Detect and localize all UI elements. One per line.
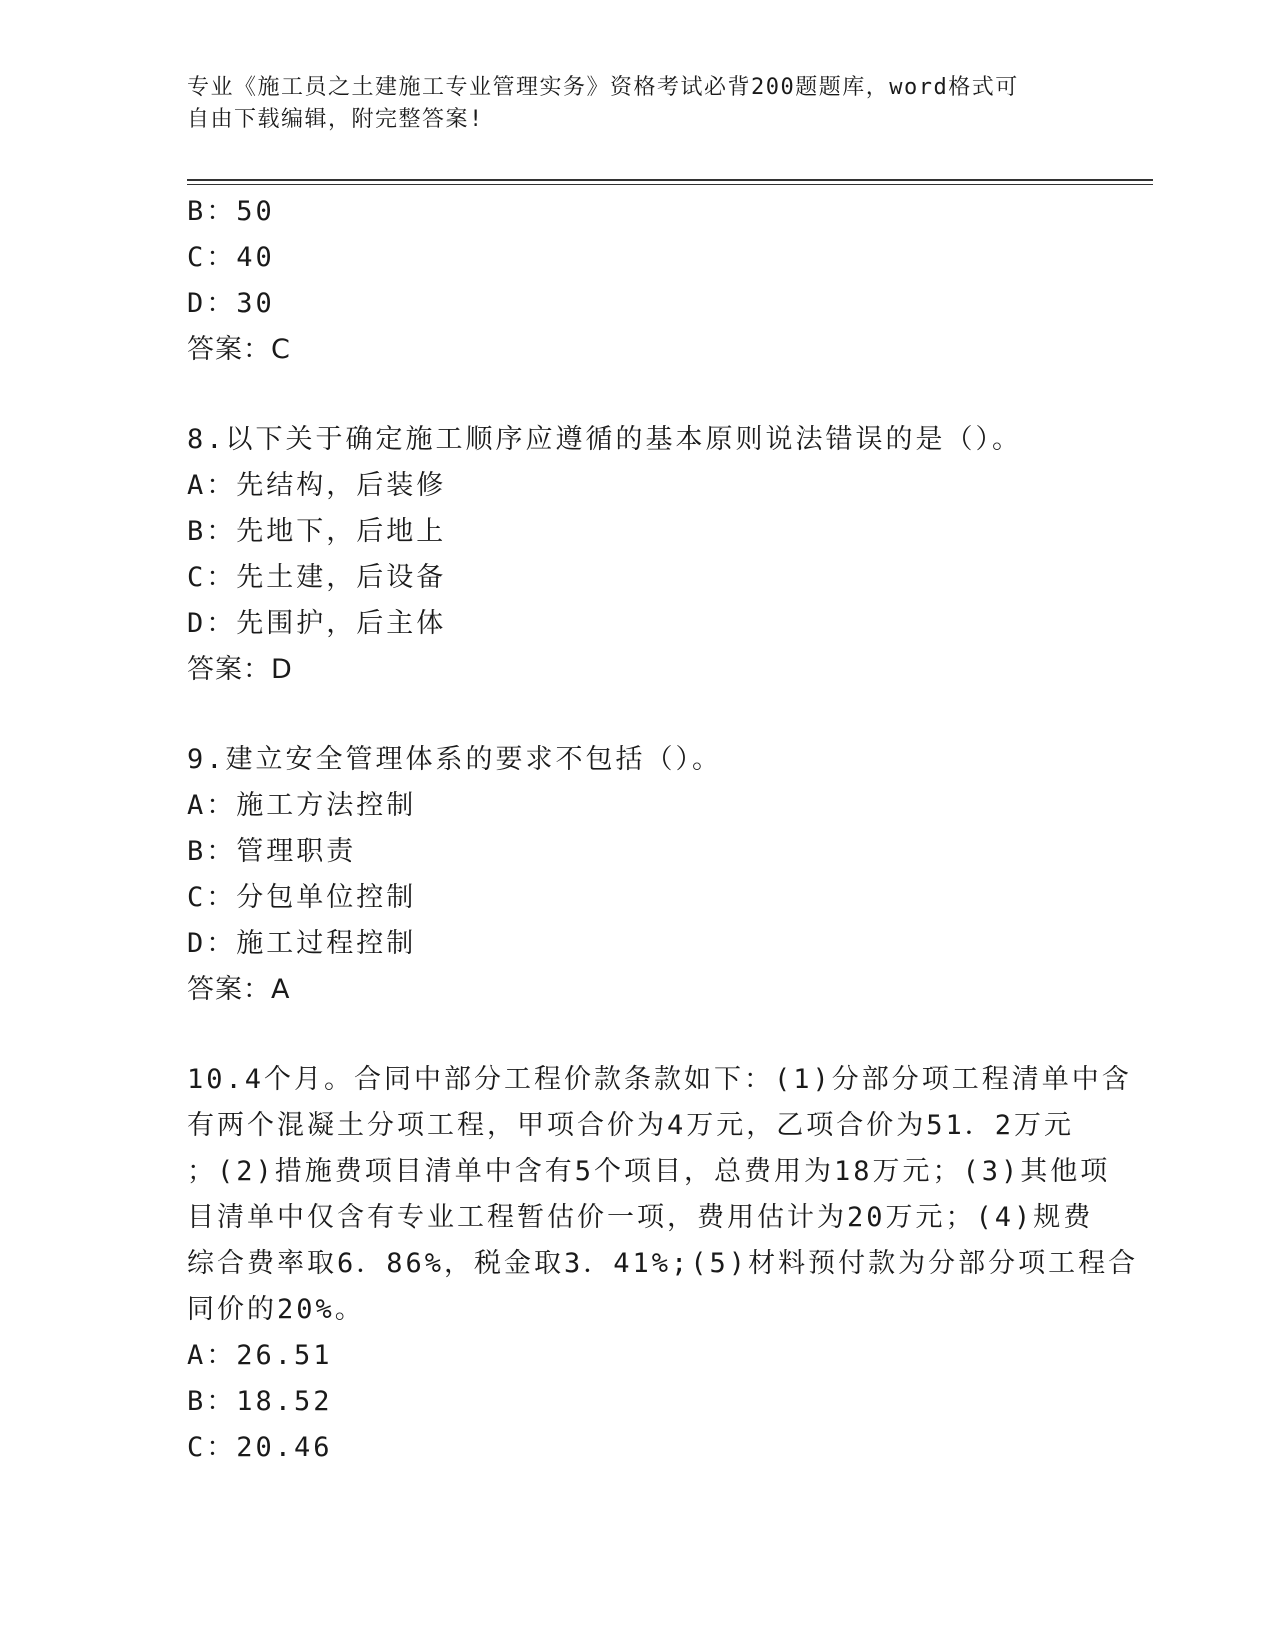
- option-d: D：先围护，后主体: [187, 608, 447, 639]
- option-a: A：26.51: [187, 1340, 333, 1371]
- option-c: C：分包单位控制: [187, 882, 417, 913]
- answer: 答案：D: [187, 654, 293, 685]
- question-text: 9.建立安全管理体系的要求不包括（）。: [187, 744, 723, 775]
- spacer: [187, 373, 1087, 417]
- spacer: [187, 1013, 1087, 1057]
- question-text-line: 综合费率取6．86%，税金取3．41%;(5)材料预付款为分部分项工程合: [187, 1248, 1139, 1279]
- option-b: B：50: [187, 196, 275, 227]
- option-d: D：施工过程控制: [187, 928, 417, 959]
- question-text-line: 同价的20%。: [187, 1294, 365, 1325]
- answer: 答案：A: [187, 974, 291, 1005]
- spacer: [187, 693, 1087, 737]
- header-rule: [187, 179, 1153, 181]
- question-7-tail: [187, 189, 1087, 373]
- question-text-line: 10.4个月。合同中部分工程价款条款如下：(1)分部分项工程清单中含: [187, 1064, 1132, 1095]
- question-8: [187, 417, 1087, 693]
- option-a: A：先结构，后装修: [187, 470, 447, 501]
- document-header: [187, 72, 1087, 136]
- question-text: 8.以下关于确定施工顺序应遵循的基本原则说法错误的是（）。: [187, 424, 1023, 455]
- question-9: [187, 737, 1087, 1013]
- option-c: C：40: [187, 242, 275, 273]
- option-b: B：先地下，后地上: [187, 516, 447, 547]
- answer: 答案：C: [187, 334, 291, 365]
- option-b: B：18.52: [187, 1386, 333, 1417]
- option-a: A：施工方法控制: [187, 790, 417, 821]
- question-list: [187, 189, 1139, 1471]
- question-text-line: 目清单中仅含有专业工程暂估价一项，费用估计为20万元；(4)规费: [187, 1202, 1094, 1233]
- option-d: D：30: [187, 288, 275, 319]
- question-10: [187, 1057, 1139, 1471]
- option-c: C：先土建，后设备: [187, 562, 447, 593]
- question-text-line: 有两个混凝土分项工程，甲项合价为4万元，乙项合价为51．2万元: [187, 1110, 1075, 1141]
- header-rule-thin: [187, 184, 1153, 185]
- header-line-2: 自由下载编辑，附完整答案!: [187, 107, 484, 132]
- question-text-line: ；(2)措施费项目清单中含有5个项目，总费用为18万元；(3)其他项: [187, 1156, 1111, 1187]
- option-b: B：管理职责: [187, 836, 357, 867]
- header-line-1: 专业《施工员之土建施工专业管理实务》资格考试必背200题题库，word格式可: [187, 75, 1019, 100]
- option-c: C：20.46: [187, 1432, 333, 1463]
